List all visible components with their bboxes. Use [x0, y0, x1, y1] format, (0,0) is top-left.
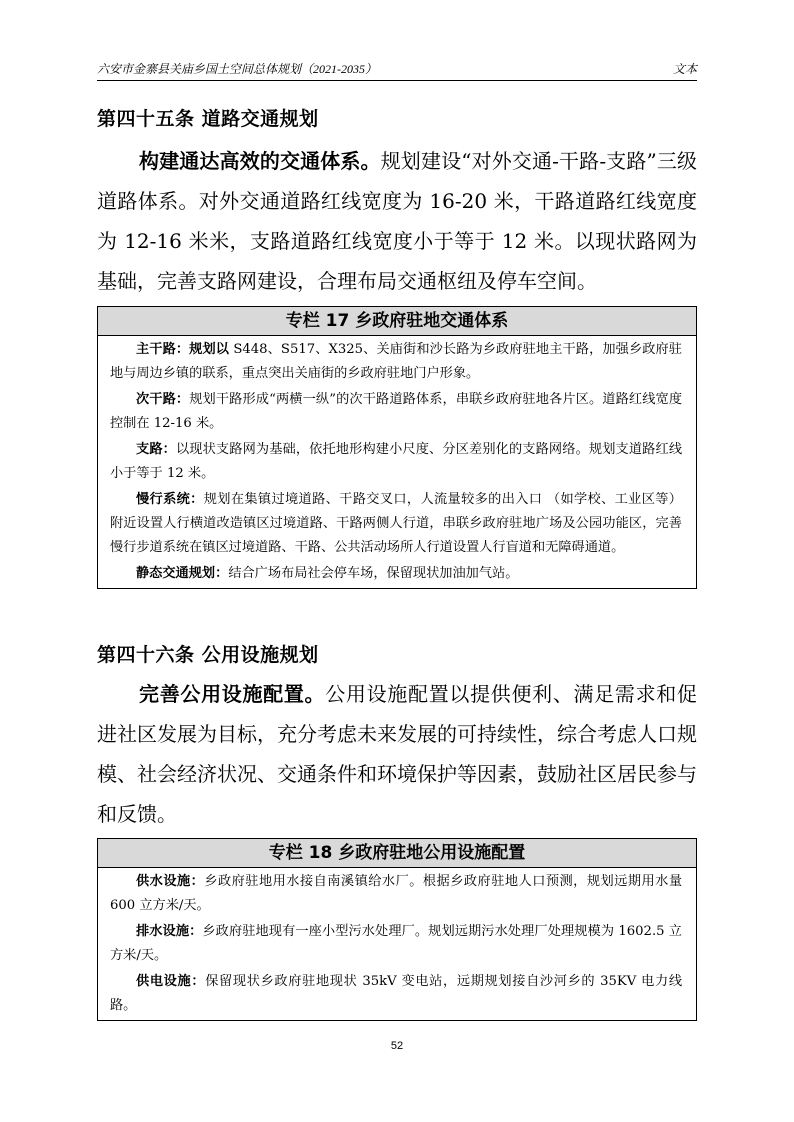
item-text: 保留现状乡政府驻地现状 35kV 变电站，远期规划接自沙河乡的 35KV 电力线路。: [110, 974, 683, 1013]
article-46-body: 公用设施配置以提供便利、满足需求和促进社区发展为目标，充分考虑未来发展的可持续性，综合考虑人口规模、社会经济状况、交通条件和环境保护等因素，鼓励社区居民参与和反馈。: [97, 682, 698, 826]
header-document-title: 六安市金寨县关庙乡国土空间总体规划（2021-2035）: [97, 62, 377, 76]
box-17-item: [98, 388, 696, 436]
article-46-lead: 完善公用设施配置。: [139, 682, 326, 706]
item-key: 慢行系统：: [136, 492, 204, 507]
box-18: [97, 838, 697, 1021]
box-17: [97, 306, 697, 589]
article-46-heading: 第四十六条 公用设施规划: [97, 644, 319, 666]
item-key: 主干路：规划以: [136, 342, 230, 357]
page-header: [97, 60, 697, 81]
box-17-item: [98, 338, 696, 386]
box-17-item: [98, 488, 696, 560]
article-46-paragraph: [97, 674, 697, 834]
item-text: 结合广场布局社会停车场，保留现状加油加气站。: [228, 566, 519, 581]
item-key: 供电设施：: [136, 974, 206, 989]
page-number: 52: [390, 1040, 404, 1052]
item-key: 排水设施：: [136, 924, 203, 939]
box-18-item: [98, 920, 696, 968]
item-text: 乡政府驻地现有一座小型污水处理厂。规划远期污水处理厂处理规模为 1602.5 立方米/天。: [110, 924, 682, 963]
box-18-item: [98, 870, 696, 918]
article-45-lead: 构建通达高效的交通体系。: [139, 149, 381, 173]
box-18-title: 专栏 18 乡政府驻地公用设施配置: [98, 839, 696, 868]
article-45-body: 规划建设“对外交通-干路-支路”三级道路体系。对外交通道路红线宽度为 16-20 米，干路道路红线宽度为 12-16 米米，支路道路红线宽度小于等于 12 米。以现状路网为基础，完善支路网建设，合理布局交通枢纽及停车空间。: [97, 149, 697, 293]
item-text: S448、S517、X325、关庙街和沙长路为乡政府驻地主干路，加强乡政府驻地与周边乡镇的联系，重点突出关庙街的乡政府驻地门户形象。: [110, 342, 682, 381]
item-text: 以现状支路网为基础，依托地形构建小尺度、分区差别化的支路网络。规划支道路红线小于等于 12 米。: [110, 442, 683, 481]
box-17-item: [98, 562, 696, 586]
box-17-title: 专栏 17 乡政府驻地交通体系: [98, 307, 696, 336]
item-key: 供水设施：: [136, 874, 205, 889]
article-45-heading: 第四十五条 道路交通规划: [97, 108, 319, 130]
box-17-item: [98, 438, 696, 486]
item-key: 次干路：: [136, 392, 190, 407]
article-45-paragraph: [97, 141, 697, 301]
item-key: 静态交通规划：: [136, 566, 229, 581]
box-18-item: [98, 970, 696, 1018]
item-text: 规划在集镇过境道路、干路交叉口，人流量较多的出入口 （如学校、工业区等） 附近设置人行横道改造镇区过境道路、干路两侧人行道，串联乡政府驻地广场及公园功能区，完善慢行步道系统在镇区过境道路、干路、公共活动场所人行道设置人行盲道和无障碍通道。: [110, 492, 682, 555]
header-section-label: 文本: [672, 62, 697, 76]
item-key: 支路：: [136, 442, 176, 457]
item-text: 规划干路形成“两横一纵”的次干路道路体系，串联乡政府驻地各片区。道路红线宽度控制在 12-16 米。: [110, 392, 683, 431]
item-text: 乡政府驻地用水接自南溪镇给水厂。根据乡政府驻地人口预测，规划远期用水量 600 立方米/天。: [110, 874, 683, 913]
